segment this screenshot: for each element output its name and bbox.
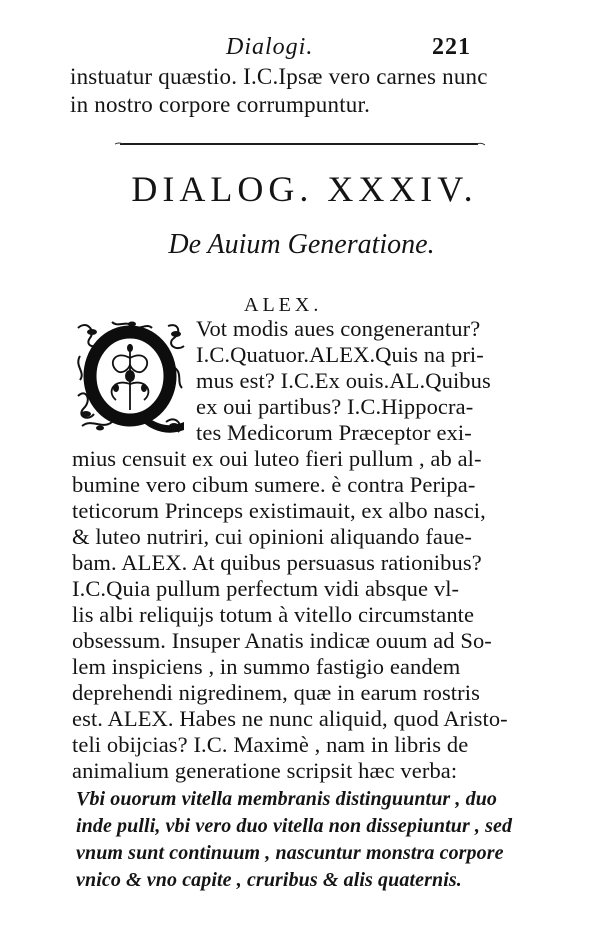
text-line: teticorum Princeps existimauit, ex albo nasci, bbox=[72, 498, 486, 523]
text-line: animalium generatione scripsit hæc verba: bbox=[72, 758, 458, 783]
quotation-line: vnico & vno capite , cruribus & alis quaternis. bbox=[76, 869, 462, 891]
text-line: & luteo nutriri, cui opinioni aliquando faue- bbox=[72, 524, 473, 549]
text-line: est. ALEX. Habes ne nunc aliquid, quod Aristo- bbox=[72, 706, 508, 731]
chapter-heading: DIALOG. XXXIV. bbox=[131, 169, 478, 209]
continuation-line: instuatur quæstio. I.C.Ipsæ vero carnes nunc bbox=[70, 64, 488, 89]
quotation-line: vnum sunt continuum , nascuntur monstra corpore bbox=[76, 842, 504, 864]
text-line: bam. ALEX. At quibus persuasus rationibus? bbox=[72, 550, 482, 575]
text-line: teli obijcias? I.C. Maximè , nam in libris de bbox=[72, 732, 469, 757]
text-line: I.C.Quia pullum perfectum vidi absque vl- bbox=[72, 576, 460, 601]
chapter-subheading: De Auium Generatione. bbox=[168, 229, 435, 260]
text-line: ex oui partibus? I.C.Hippocra- bbox=[196, 394, 474, 419]
text-line: mus est? I.C.Ex ouis.AL.Quibus bbox=[196, 368, 491, 393]
text-line: lis albi reliquijs totum à vitello circumstante bbox=[72, 602, 475, 627]
text-line: lem inspiciens , in summo fastigio eandem bbox=[72, 654, 461, 679]
continuation-line: in nostro corpore corrumpuntur. bbox=[70, 92, 371, 117]
speaker-label: ALEX. bbox=[244, 294, 323, 316]
text-line: I.C.Quatuor.ALEX.Quis na pri- bbox=[196, 342, 484, 367]
text-line: deprehendi nigredinem, quæ in earum rostris bbox=[72, 680, 480, 705]
text-line: mius censuit ex oui luteo fieri pullum , ab al- bbox=[72, 446, 482, 471]
quotation-line: inde pulli, vbi vero duo vitella non dissepiuntur , sed bbox=[76, 815, 513, 837]
text-line: bumine vero cibum sumere. è contra Peripa- bbox=[72, 472, 476, 497]
quotation-line: Vbi ouorum vitella membranis distinguuntur , duo bbox=[76, 788, 498, 810]
running-head-title: Dialogi. bbox=[226, 34, 314, 60]
text-line: obsessum. Insuper Anatis indicæ ouum ad So- bbox=[72, 628, 492, 653]
text-line: Vot modis aues congenerantur? bbox=[196, 316, 481, 341]
page-number: 221 bbox=[432, 34, 471, 60]
text-line: tes Medicorum Præceptor exi- bbox=[196, 420, 472, 445]
